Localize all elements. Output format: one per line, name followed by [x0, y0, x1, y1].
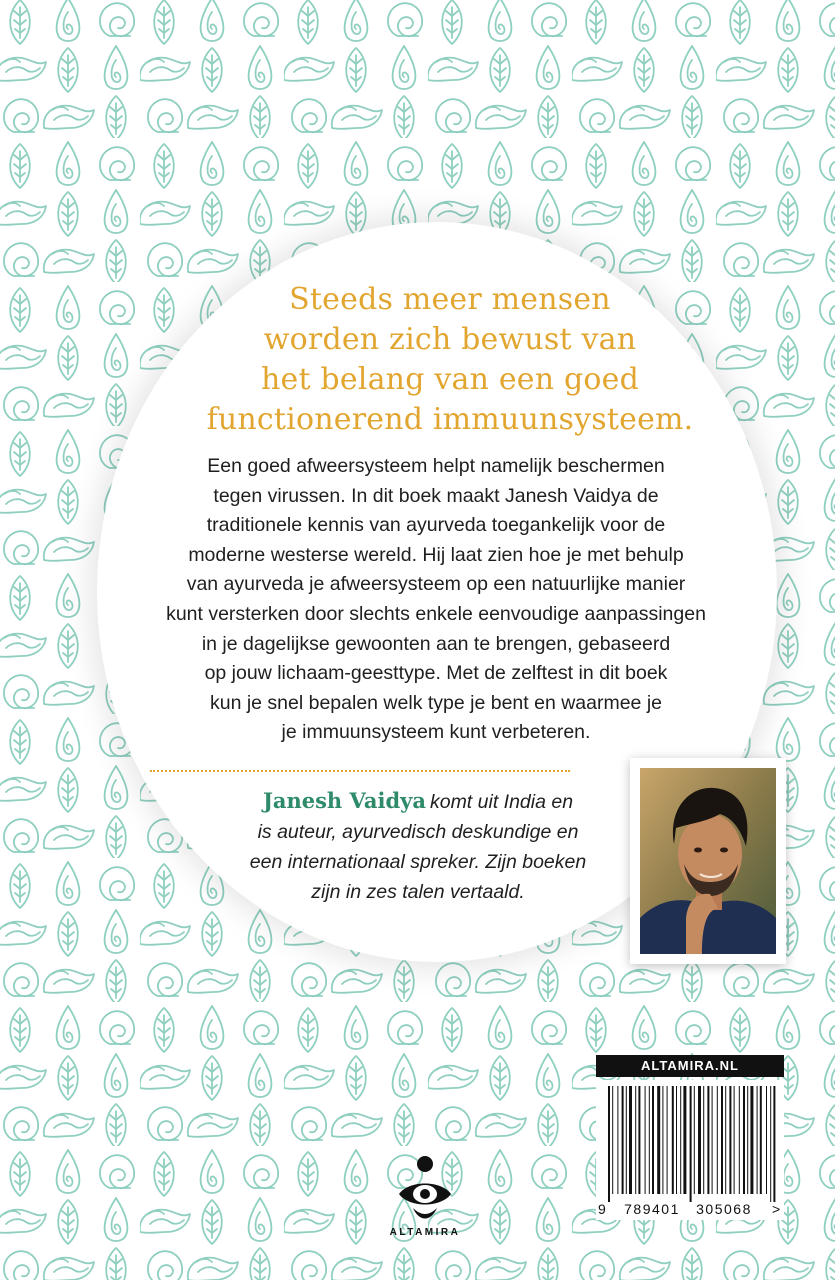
blurb-line: van ayurveda je afweersysteem op een natuurlijke manier — [186, 573, 686, 596]
blurb-line: je immuunsysteem kunt verbeteren. — [281, 721, 591, 744]
barcode-bar — [608, 1086, 610, 1202]
headline-line: Steeds meer mensen — [289, 282, 611, 317]
publisher-name: ALTAMIRA — [389, 1227, 461, 1238]
dotted-divider — [150, 770, 570, 772]
barcode-bar — [750, 1086, 753, 1194]
barcode-bar — [635, 1086, 636, 1194]
blurb-line: kunt versterken door slechts enkele eenvoudige aanpassingen — [166, 602, 706, 625]
barcode-bar — [739, 1086, 740, 1194]
barcode-bar — [743, 1086, 745, 1194]
barcode-bar — [721, 1086, 723, 1194]
barcode-bar — [707, 1086, 709, 1194]
blurb-line: Een goed afweersysteem helpt namelijk beschermen — [207, 455, 665, 477]
barcode-bar — [712, 1086, 713, 1194]
author-name: Janesh Vaidya — [262, 788, 426, 813]
author-bio-line: een internationaal spreker. Zijn boeken — [249, 851, 587, 873]
barcode-bar — [638, 1086, 640, 1194]
author-bio — [208, 786, 628, 907]
barcode-digit: > — [772, 1201, 781, 1217]
author-bio-line: is auteur, ayurvedisch deskundige en — [257, 821, 579, 843]
barcode-bar — [649, 1086, 650, 1194]
headline-line: het belang van een goed — [260, 362, 640, 397]
barcode-bar — [657, 1086, 660, 1194]
barcode-digit: 789401 — [624, 1201, 680, 1217]
barcode-bar — [729, 1086, 731, 1194]
barcode-bar — [773, 1086, 775, 1202]
barcode-bar — [662, 1086, 663, 1194]
blurb-line: tegen virussen. In dit boek maakt Janesh Vaidya de — [213, 484, 659, 507]
barcode-bar — [626, 1086, 627, 1194]
barcode-bar — [717, 1086, 718, 1194]
barcode-bar — [690, 1086, 692, 1202]
headline-line: worden zich bewust van — [263, 322, 637, 357]
barcode-digit: 9 — [598, 1201, 606, 1217]
author-photo — [630, 758, 786, 964]
headline-line: functionerend immuunsysteem. — [206, 402, 694, 437]
barcode-bar — [676, 1086, 677, 1194]
barcode-bar — [766, 1086, 767, 1194]
barcode-bar — [629, 1086, 632, 1194]
barcode-bar — [757, 1086, 758, 1194]
eye-logo-icon — [395, 1150, 455, 1222]
barcode-bar — [683, 1086, 686, 1194]
barcode-bar — [760, 1086, 762, 1194]
barcode-bar — [680, 1086, 681, 1194]
blurb-line: moderne westerse wereld. Hij laat zien hoe je met behulp — [188, 543, 684, 566]
barcode-bar — [694, 1086, 695, 1194]
blurb-line: op jouw lichaam-geesttype. Met de zelftest in dit boek — [204, 662, 668, 685]
website-label: ALTAMIRA.NL — [596, 1055, 784, 1077]
headline — [170, 280, 730, 440]
barcode-bar — [667, 1086, 668, 1194]
barcode-bar — [612, 1086, 613, 1194]
barcode-bar — [645, 1086, 646, 1194]
barcode-bar — [622, 1086, 624, 1194]
barcode-bar — [617, 1086, 618, 1194]
author-bio-line: zijn in zes talen vertaald. — [311, 881, 525, 903]
barcode-bar — [698, 1086, 701, 1194]
author-bio-line: komt uit India en — [429, 791, 574, 813]
barcode-bar — [747, 1086, 748, 1194]
blurb-line: kun je snel bepalen welk type je bent en waarmee je — [209, 691, 663, 714]
blurb — [132, 452, 740, 748]
barcode-digit: 305068 — [696, 1201, 752, 1217]
barcode-bar — [725, 1086, 726, 1194]
blurb-line: traditionele kennis van ayurveda toegankelijk voor de — [206, 514, 666, 537]
barcode-bar — [652, 1086, 654, 1194]
barcode-bar — [672, 1086, 674, 1194]
barcode-bar — [734, 1086, 735, 1194]
publisher-logo — [380, 1150, 470, 1240]
barcode-bar — [703, 1086, 704, 1194]
blurb-line: in je dagelijkse gewoonten aan te brengen, gebaseerd — [201, 632, 671, 655]
isbn-barcode — [596, 1080, 784, 1220]
barcode-bar — [770, 1086, 771, 1202]
